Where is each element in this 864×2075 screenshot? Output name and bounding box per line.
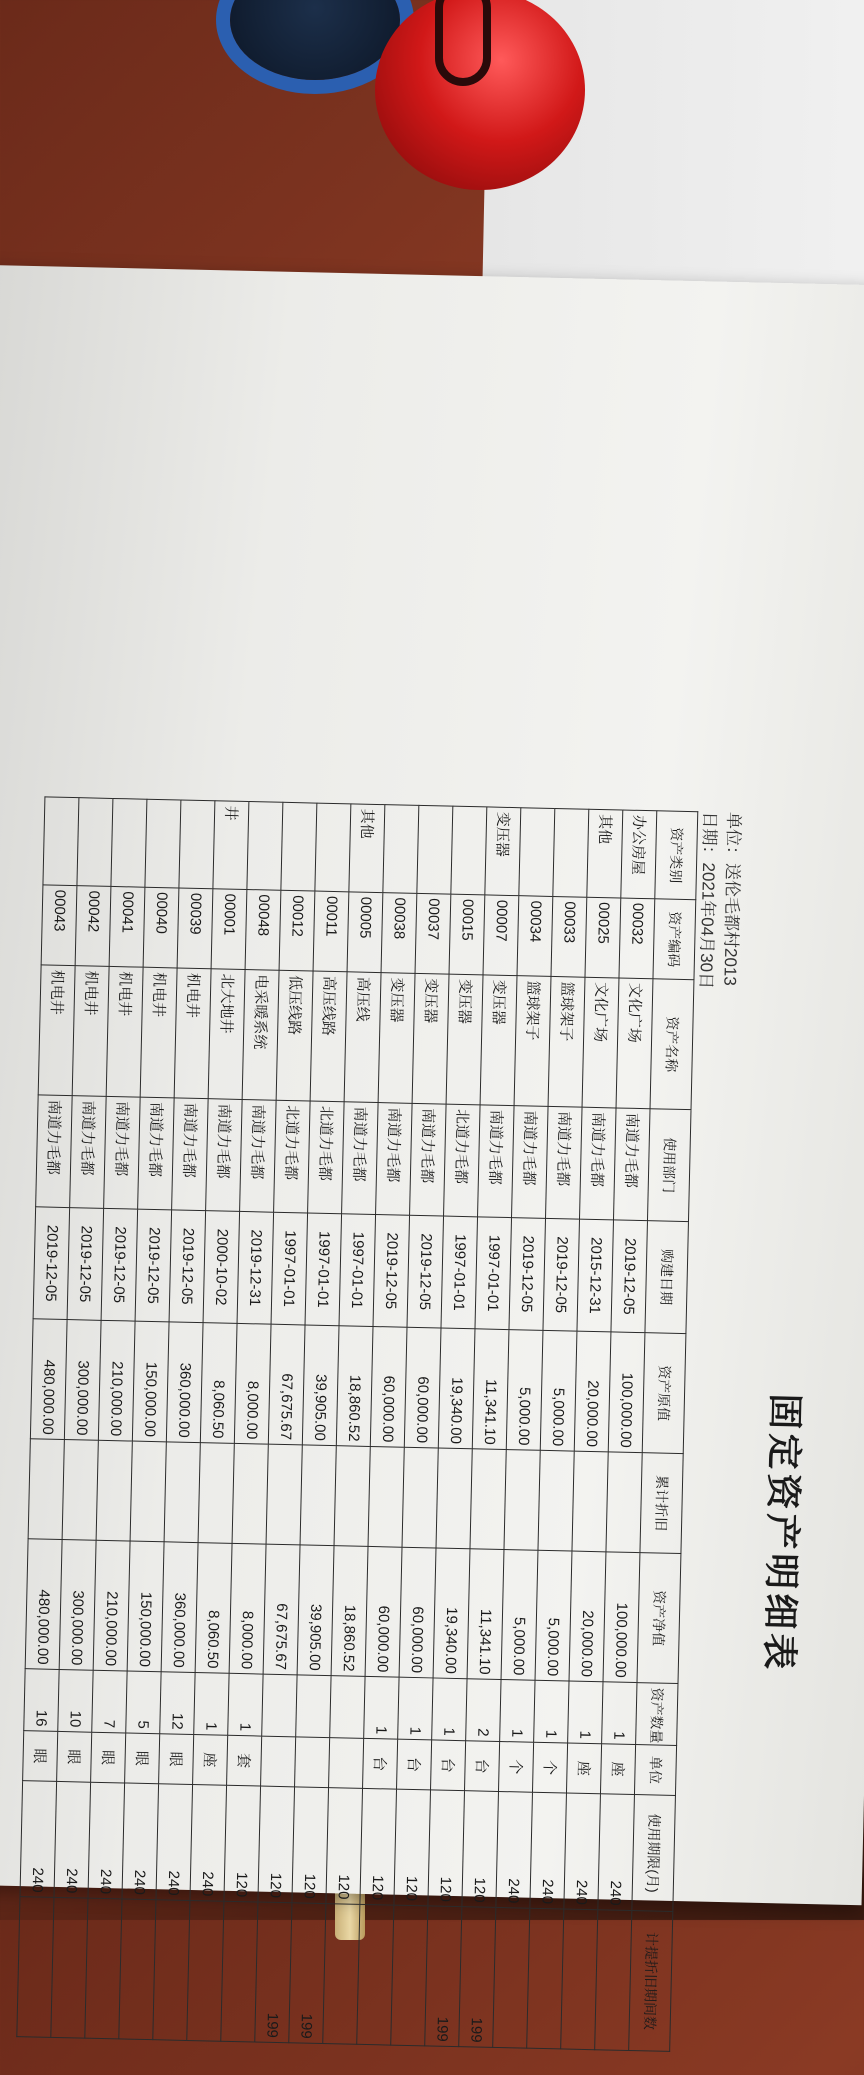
- table-body: [17, 797, 657, 2051]
- cell-category: [315, 803, 351, 892]
- cell-dept: 南道力毛都: [172, 1098, 209, 1211]
- cell-original: 19,340.00: [438, 1328, 475, 1449]
- cell-code: 00040: [143, 887, 179, 968]
- cell-original: 67,675.67: [268, 1324, 305, 1445]
- cell-life: 240: [564, 1793, 601, 1910]
- cell-qty: 1: [602, 1682, 637, 1745]
- cell-unit: 台: [397, 1739, 432, 1790]
- cell-unit: [261, 1736, 296, 1787]
- cell-code: 00001: [211, 889, 247, 970]
- header-date: 购建日期: [645, 1221, 689, 1334]
- cell-dept: 北道力毛都: [444, 1104, 481, 1217]
- cell-qty: 1: [398, 1677, 433, 1740]
- cell-code: 00032: [619, 898, 655, 979]
- cell-net: 360,000.00: [161, 1542, 198, 1673]
- cell-name: 机电井: [72, 966, 109, 1097]
- header-periods: 计提折旧期间数: [629, 1911, 673, 2052]
- cell-unit: [329, 1738, 364, 1789]
- cell-code: 00033: [551, 896, 587, 977]
- cell-depreciation: [300, 1445, 336, 1546]
- cell-dept: 南道力毛都: [512, 1106, 549, 1219]
- cell-category: [145, 799, 181, 888]
- cell-qty: [262, 1674, 297, 1737]
- cell-name: 变压器: [446, 974, 483, 1105]
- cell-life: 240: [496, 1791, 533, 1908]
- cell-original: 360,000.00: [166, 1322, 203, 1443]
- cell-depreciation: [198, 1443, 234, 1544]
- cell-depreciation: [96, 1440, 132, 1541]
- header-unit: 单位: [634, 1745, 676, 1796]
- header-original: 资产原值: [642, 1333, 686, 1454]
- cell-unit: 座: [600, 1744, 635, 1795]
- cell-depreciation: [266, 1444, 302, 1545]
- header-dept: 使用部门: [647, 1109, 691, 1222]
- cell-category: 其他: [349, 804, 385, 893]
- cell-category: 办公房屋: [621, 810, 657, 899]
- cell-date: 2015-12-31: [577, 1219, 614, 1332]
- cell-dept: 南道力毛都: [138, 1097, 175, 1210]
- cell-depreciation: [28, 1439, 64, 1540]
- unit-line: 单位：送伦毛都村2013: [720, 811, 744, 987]
- cell-unit: 套: [227, 1735, 262, 1786]
- header-category: 资产类别: [655, 811, 698, 900]
- cell-name: 机电井: [140, 967, 177, 1098]
- cell-name: 篮球架子: [548, 976, 585, 1107]
- cell-periods: [221, 1901, 258, 2042]
- cell-periods: [595, 1910, 632, 2051]
- cell-periods: [493, 1907, 530, 2048]
- cell-depreciation: [538, 1450, 574, 1551]
- cell-unit: 眼: [159, 1734, 194, 1785]
- cell-code: 00043: [41, 885, 77, 966]
- cell-dept: 南道力毛都: [579, 1107, 616, 1220]
- cell-net: 8,000.00: [229, 1543, 266, 1674]
- cell-life: 120: [428, 1790, 465, 1907]
- cell-dept: 南道力毛都: [376, 1103, 413, 1216]
- cell-category: 井: [213, 801, 249, 890]
- cell-life: 120: [462, 1791, 499, 1908]
- cell-name: 变压器: [412, 973, 449, 1104]
- cell-category: [553, 808, 589, 897]
- cell-name: 高压线: [344, 972, 381, 1103]
- cell-category: [247, 802, 283, 891]
- document-title: 固定资产明细表: [757, 1392, 807, 1674]
- cell-code: 00012: [279, 890, 315, 971]
- cell-name: 篮球架子: [514, 976, 551, 1107]
- cell-name: 变压器: [480, 975, 517, 1106]
- cell-unit: 眼: [23, 1731, 58, 1782]
- cell-category: [451, 806, 487, 895]
- cell-net: 480,000.00: [25, 1539, 62, 1670]
- cell-original: 300,000.00: [64, 1320, 101, 1441]
- cell-qty: 1: [432, 1678, 467, 1741]
- cell-original: 20,000.00: [574, 1331, 611, 1452]
- cell-original: 5,000.00: [506, 1330, 543, 1451]
- cell-category: [417, 805, 453, 894]
- cell-category: [77, 798, 113, 887]
- header-depreciation: 累计折旧: [640, 1453, 683, 1554]
- cell-name: 机电井: [38, 965, 75, 1096]
- cell-date: 2019-12-05: [509, 1218, 546, 1331]
- cell-name: 文化广场: [582, 977, 619, 1108]
- header-net: 资产净值: [637, 1553, 681, 1684]
- date-line: 日期：2021年04月30日: [696, 811, 720, 990]
- cell-category: [43, 797, 79, 886]
- cell-name: 机电井: [106, 966, 143, 1097]
- cell-periods: [85, 1898, 122, 2039]
- cell-original: 8,000.00: [234, 1323, 271, 1444]
- cell-category: 变压器: [485, 807, 521, 896]
- cell-code: 00005: [347, 892, 383, 973]
- cell-original: 480,000.00: [30, 1319, 67, 1440]
- header-code: 资产编码: [653, 899, 696, 980]
- cell-qty: 1: [194, 1673, 229, 1736]
- cell-net: 5,000.00: [535, 1550, 572, 1681]
- cell-name: 低压线路: [276, 970, 313, 1101]
- cell-date: 1997-01-01: [339, 1214, 376, 1327]
- cell-dept: 南道力毛都: [613, 1108, 650, 1221]
- cell-original: 5,000.00: [540, 1330, 577, 1451]
- cell-depreciation: [130, 1441, 166, 1542]
- cell-net: 11,341.10: [467, 1549, 504, 1680]
- cell-code: 00011: [313, 891, 349, 972]
- cell-dept: 南道力毛都: [70, 1096, 107, 1209]
- cell-depreciation: [606, 1452, 642, 1553]
- cell-date: 2019-12-05: [169, 1210, 206, 1323]
- cell-date: 2019-12-05: [101, 1208, 138, 1321]
- cell-original: 11,341.10: [472, 1329, 509, 1450]
- cell-qty: 16: [24, 1669, 59, 1732]
- cell-unit: 个: [532, 1742, 567, 1793]
- cell-net: 300,000.00: [59, 1539, 96, 1670]
- cell-net: 8,060.50: [195, 1543, 232, 1674]
- printed-sheet: [0, 265, 864, 2043]
- cell-life: 120: [326, 1788, 363, 1905]
- cell-code: 00025: [585, 897, 621, 978]
- cell-periods: [323, 1904, 360, 2045]
- cell-net: 60,000.00: [365, 1546, 402, 1677]
- cell-code: 00039: [177, 888, 213, 969]
- cell-life: 120: [224, 1785, 261, 1902]
- cell-unit: 个: [498, 1741, 533, 1792]
- cell-qty: [330, 1676, 365, 1739]
- cell-unit: 眼: [91, 1732, 126, 1783]
- cell-net: 19,340.00: [433, 1548, 470, 1679]
- cell-original: 210,000.00: [98, 1320, 135, 1441]
- cell-date: 2019-12-05: [407, 1215, 444, 1328]
- cell-life: 120: [292, 1787, 329, 1904]
- cell-periods: [153, 1900, 190, 2041]
- cell-life: 240: [156, 1784, 193, 1901]
- cell-qty: 5: [126, 1671, 161, 1734]
- cell-qty: 10: [58, 1669, 93, 1732]
- cell-unit: 台: [431, 1740, 466, 1791]
- cell-original: 18,860.52: [336, 1326, 373, 1447]
- cell-life: 240: [54, 1781, 91, 1898]
- cell-name: 文化广场: [616, 978, 653, 1109]
- cell-net: 39,905.00: [297, 1545, 334, 1676]
- header-qty: 资产数量: [636, 1683, 678, 1746]
- cell-depreciation: [436, 1448, 472, 1549]
- cell-depreciation: [504, 1450, 540, 1551]
- cell-periods: [391, 1905, 428, 2046]
- cell-dept: 南道力毛都: [206, 1099, 243, 1212]
- cell-qty: 1: [500, 1679, 535, 1742]
- cell-life: 120: [394, 1789, 431, 1906]
- cell-category: 其他: [587, 809, 623, 898]
- cell-original: 150,000.00: [132, 1321, 169, 1442]
- cell-original: 39,905.00: [302, 1325, 339, 1446]
- cell-periods: [51, 1897, 88, 2038]
- cell-dept: 南道力毛都: [410, 1103, 447, 1216]
- cell-periods: 199: [459, 1907, 496, 2048]
- cell-unit: 台: [465, 1741, 500, 1792]
- cell-qty: 12: [160, 1672, 195, 1735]
- cell-life: 240: [20, 1781, 57, 1898]
- cell-net: 67,675.67: [263, 1544, 300, 1675]
- cell-depreciation: [232, 1443, 268, 1544]
- cell-date: 2019-12-05: [135, 1209, 172, 1322]
- cell-depreciation: [334, 1446, 370, 1547]
- cell-dept: 南道力毛都: [104, 1096, 141, 1209]
- header-life: 使用期限(月): [632, 1795, 676, 1912]
- cell-date: 2019-12-05: [373, 1215, 410, 1328]
- cell-date: 1997-01-01: [441, 1216, 478, 1329]
- cell-periods: [527, 1908, 564, 2049]
- cell-category: [111, 798, 147, 887]
- fixed-asset-table: [16, 796, 698, 2052]
- cell-depreciation: [572, 1451, 608, 1552]
- cell-net: 60,000.00: [399, 1547, 436, 1678]
- cell-original: 8,060.50: [200, 1323, 237, 1444]
- cell-code: 00042: [75, 886, 111, 967]
- cell-code: 00041: [109, 886, 145, 967]
- cell-periods: [119, 1899, 156, 2040]
- cell-net: 18,860.52: [331, 1546, 368, 1677]
- cell-unit: 眼: [125, 1733, 160, 1784]
- blue-bottle-cap: [230, 0, 400, 80]
- cell-unit: 座: [566, 1743, 601, 1794]
- cell-depreciation: [470, 1449, 506, 1550]
- cell-date: 2019-12-05: [611, 1220, 648, 1333]
- cell-original: 60,000.00: [370, 1326, 407, 1447]
- cell-original: 100,000.00: [608, 1332, 645, 1453]
- cell-periods: [187, 1900, 224, 2041]
- cell-category: [519, 808, 555, 897]
- cell-net: 150,000.00: [127, 1541, 164, 1672]
- cell-qty: 1: [364, 1676, 399, 1739]
- cell-life: 240: [88, 1782, 125, 1899]
- cell-code: 00038: [381, 893, 417, 974]
- cell-depreciation: [62, 1440, 98, 1541]
- cell-periods: [17, 1897, 54, 2038]
- cell-net: 100,000.00: [603, 1552, 640, 1683]
- cell-name: 机电井: [174, 968, 211, 1099]
- cell-dept: 南道力毛都: [342, 1102, 379, 1215]
- cell-unit: 座: [193, 1735, 228, 1786]
- cell-life: 240: [530, 1792, 567, 1909]
- cell-qty: 1: [534, 1680, 569, 1743]
- cell-periods: 199: [255, 1902, 292, 2043]
- cell-category: [179, 800, 215, 889]
- cell-periods: [561, 1909, 598, 2050]
- cell-life: 240: [122, 1783, 159, 1900]
- header-name: 资产名称: [650, 979, 694, 1110]
- cell-unit: [295, 1737, 330, 1788]
- cell-code: 00007: [483, 895, 519, 976]
- cell-qty: 2: [466, 1679, 501, 1742]
- cell-date: 2000-10-02: [203, 1211, 240, 1324]
- cell-category: [383, 805, 419, 894]
- cell-name: 北大地井: [208, 969, 245, 1100]
- cell-depreciation: [368, 1446, 404, 1547]
- cell-name: 高压线路: [310, 971, 347, 1102]
- cell-net: 210,000.00: [93, 1540, 130, 1671]
- cell-unit: 眼: [57, 1731, 92, 1782]
- cell-periods: 199: [425, 1906, 462, 2047]
- cell-net: 20,000.00: [569, 1551, 606, 1682]
- cell-dept: 南道力毛都: [546, 1106, 583, 1219]
- cell-code: 00034: [517, 896, 553, 977]
- cell-dept: 南道力毛都: [240, 1099, 277, 1212]
- cell-life: 120: [258, 1786, 295, 1903]
- cell-code: 00048: [245, 890, 281, 971]
- cell-qty: 1: [568, 1681, 603, 1744]
- cell-date: 2019-12-31: [237, 1211, 274, 1324]
- cell-date: 1997-01-01: [271, 1212, 308, 1325]
- cell-date: 1997-01-01: [475, 1217, 512, 1330]
- cell-dept: 南道力毛都: [36, 1095, 73, 1208]
- cell-code: 00015: [449, 894, 485, 975]
- cell-depreciation: [164, 1442, 200, 1543]
- cell-life: 120: [360, 1788, 397, 1905]
- cell-dept: 北道力毛都: [274, 1100, 311, 1213]
- cell-code: 00037: [415, 893, 451, 974]
- cell-unit: 台: [363, 1738, 398, 1789]
- cell-date: 1997-01-01: [305, 1213, 342, 1326]
- cell-life: 240: [190, 1785, 227, 1902]
- cell-name: 电采暖系统: [242, 970, 279, 1101]
- cell-net: 5,000.00: [501, 1550, 538, 1681]
- cell-periods: 199: [289, 1903, 326, 2044]
- cell-periods: [357, 1904, 394, 2045]
- cell-dept: 北道力毛都: [308, 1101, 345, 1214]
- cell-dept: 南道力毛都: [478, 1105, 515, 1218]
- cell-date: 2019-12-05: [33, 1207, 70, 1320]
- cell-name: 变压器: [378, 973, 415, 1104]
- cell-original: 60,000.00: [404, 1327, 441, 1448]
- cell-date: 2019-12-05: [543, 1218, 580, 1331]
- cell-qty: [296, 1675, 331, 1738]
- cell-depreciation: [402, 1447, 438, 1548]
- cell-date: 2019-12-05: [67, 1208, 104, 1321]
- cell-qty: 7: [92, 1670, 127, 1733]
- cell-qty: 1: [228, 1673, 263, 1736]
- cell-category: [281, 802, 317, 891]
- cell-life: 240: [598, 1794, 635, 1911]
- asset-document: [28, 797, 836, 2074]
